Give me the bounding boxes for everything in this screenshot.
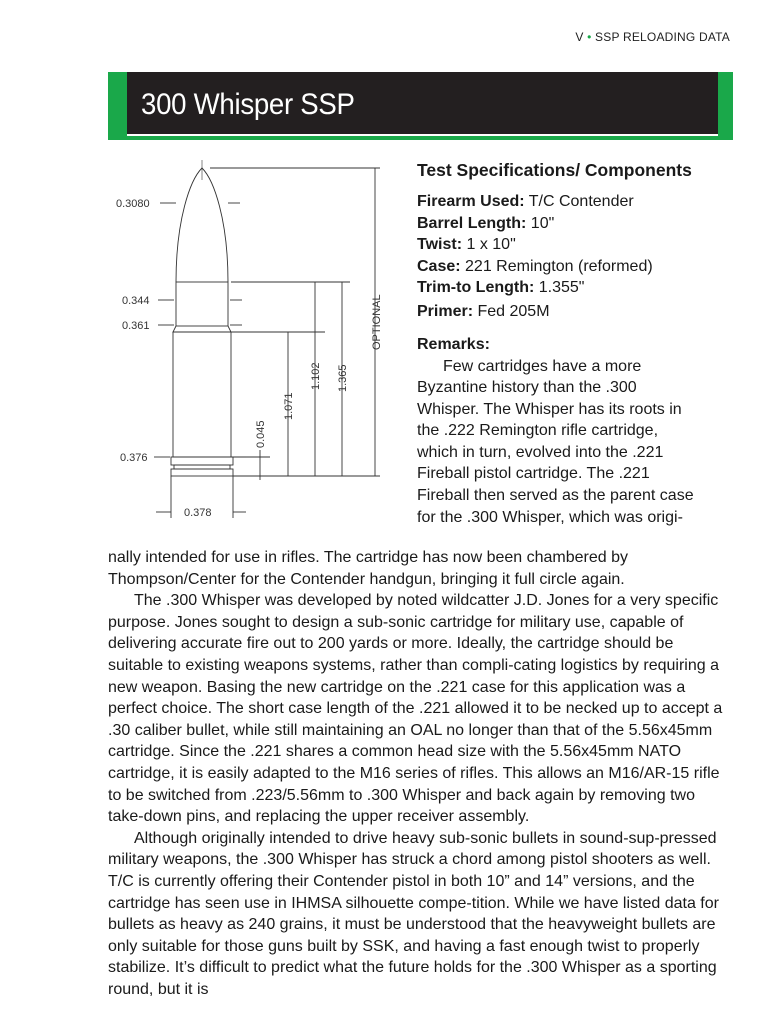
paragraph-origin: The .300 Whisper was developed by noted wildcatter J.D. Jones for a very specific purpose. Jones sought to design a sub-sonic cartridge for military use, capable of delivering accurate fire out to 200 yards or more. Ideally, the cartridge should be suitable to existing weapons systems, rather than compli-cating logistics by requiring a new weapon. Basing the new cartridge on the .221 case for this application was a perfect choice. The short case length of the .221 allowed it to be necked up to accept a .30 caliber bullet, while still maintaining an OAL no longer than that of the 5.56x45mm cartridge. Since the .221 shares a common head size with the 5.56x45mm NATO cartridge, it is easily adapted to the M16 series of rifles. This allows an M16/AR-15 rifle to be switched from .223/5.56mm to .300 Whisper and back again by removing two take-down pins, and replacing the upper receiver assembly. bbox=[108, 592, 723, 826]
remarks-line: Few cartridges have a more bbox=[443, 357, 642, 375]
paragraph-continuation: nally intended for use in rifles. The cartridge has now been chambered by Thompson/Center for the Contender handgun, bringing it full circle again. bbox=[108, 549, 629, 588]
dim-shoulder-label: 0.361 bbox=[122, 320, 150, 332]
case-rim bbox=[174, 465, 230, 469]
specs-panel bbox=[417, 158, 737, 528]
case-rim-flange bbox=[171, 469, 233, 476]
spec-line-firearm: Firearm Used: T/C Contender bbox=[417, 193, 634, 210]
running-head-bullet: • bbox=[587, 30, 592, 44]
spec-line-trim: Trim-to Length: 1.355" bbox=[417, 279, 585, 296]
dim-rim-thickness-label: 0.045 bbox=[255, 420, 267, 448]
spec-line-primer: Primer: Fed 205M bbox=[417, 302, 550, 320]
body-text bbox=[108, 547, 732, 1000]
case-neck bbox=[176, 282, 228, 326]
remarks-line: Whisper. The Whisper has its roots in bbox=[417, 400, 682, 418]
paragraph-sporting: Although originally intended to drive heavy sub-sonic bullets in sound-sup-pressed military weapons, the .300 Whisper has struck a chord among pistol shooters as well. T/C is currently offering their Contender pistol in both 10” and 14” versions, and the cartridge has seen use in IHMSA silhouette compe-tition. While we have listed data for bullets as heavy as 240 grains, it must be understood that the heavyweight bullets are only suitable for those guns built by SSK, and having a fast enough twist to properly stabilize. It’s difficult to predict what the future holds for the .300 Whisper as a sporting round, but it is bbox=[108, 829, 719, 998]
dim-base-label: 0.376 bbox=[120, 452, 148, 464]
page-title: 300 Whisper SSP bbox=[141, 88, 355, 121]
remarks-line: Fireball pistol cartridge. The .221 bbox=[417, 465, 650, 483]
bullet-outline bbox=[176, 168, 228, 282]
dim-case-length-label: 1.365 bbox=[337, 364, 349, 392]
title-banner bbox=[108, 72, 733, 140]
remarks-line: the .222 Remington rifle cartridge, bbox=[417, 422, 659, 440]
running-head bbox=[575, 30, 730, 44]
dim-shoulder-length-label: 1.071 bbox=[283, 392, 295, 420]
dim-tip-label: 0.3080 bbox=[116, 198, 150, 210]
remarks-line: Fireball then served as the parent case bbox=[417, 487, 694, 505]
title-panel bbox=[127, 72, 718, 135]
specs-heading: Test Specifications/ Components bbox=[417, 160, 692, 180]
case-shoulder bbox=[173, 326, 231, 332]
remarks-line: Byzantine history than the .300 bbox=[417, 379, 637, 397]
remarks-column-text bbox=[417, 356, 737, 529]
case-body bbox=[173, 332, 231, 457]
case-base bbox=[171, 457, 233, 465]
dim-neck-label: 0.344 bbox=[122, 295, 150, 307]
spec-line-barrel: Barrel Length: 10" bbox=[417, 214, 555, 232]
remarks-label: Remarks: bbox=[417, 336, 490, 353]
running-head-section: V bbox=[575, 30, 584, 44]
running-head-title: SSP RELOADING DATA bbox=[595, 30, 730, 44]
remarks-line: which in turn, evolved into the .221 bbox=[417, 443, 664, 461]
spec-line-case: Case: 221 Remington (reformed) bbox=[417, 257, 653, 275]
dim-neck-length-label: 1.102 bbox=[310, 362, 322, 390]
title-rule bbox=[127, 134, 718, 136]
dim-rim-label: 0.378 bbox=[184, 507, 212, 519]
cartridge-diagram bbox=[110, 150, 410, 530]
optional-label: OPTIONAL bbox=[371, 294, 383, 350]
spec-line-twist: Twist: 1 x 10" bbox=[417, 236, 516, 253]
remarks-line: for the .300 Whisper, which was origi- bbox=[417, 508, 683, 526]
